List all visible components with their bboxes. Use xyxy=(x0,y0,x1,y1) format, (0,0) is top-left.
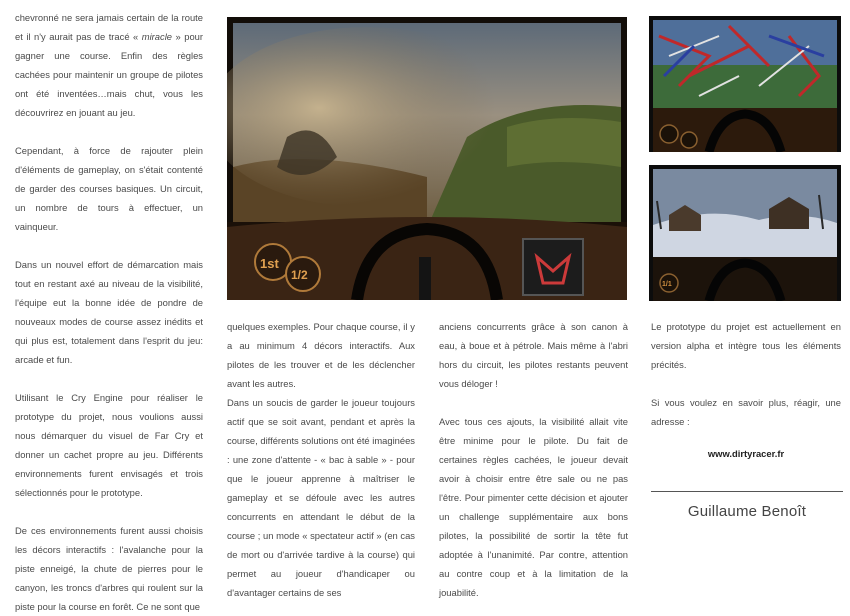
paragraph: Utilisant le Cry Engine pour réaliser le prototype du projet, nous voulions aussi nous démarquer du visuel de Far Cry et donner un cachet propre au jeu. Différents environnements furent envisagés et trois sélectionnés pour le prototype. xyxy=(15,392,203,498)
emphasis-text: miracle xyxy=(141,31,172,42)
text-column-3 xyxy=(439,317,628,602)
lap-counter-text: 1/2 xyxy=(291,268,308,282)
paragraph: Dans un soucis de garder le joueur toujours actif que se soit avant, pendant et après la course, différents solutions ont été imaginées : une zone d'attente - « bac à sable » - pour que le joueur apprenne à maîtriser le gameplay et se défoule avec les autres concurrents en attendant le début de la course ; un mode « spectateur actif » (en cas de mort ou d'arrivée tardive à la course) qui permet au joueur d'handicaper ou d'avantager certains de ses xyxy=(227,397,415,598)
text-run: chevronné ne sera jamais certain de la route et il n'y aurait pas de tracé « xyxy=(15,12,203,42)
text-column-1 xyxy=(15,8,203,616)
divider xyxy=(651,491,843,492)
paragraph: De ces environnements furent aussi choisis les décors interactifs : l'avalanche pour la piste enneigé, la chute de pierres pour le canyon, les troncs d'arbres qui roulent sur la piste pour la course en forêt. Ce ne sont que xyxy=(15,525,203,612)
text-column-2 xyxy=(227,317,415,602)
paragraph: anciens concurrents grâce à son canon à eau, à boue et à pétrole. Mais même à l'abri hors du circuit, les pilotes restants peuvent vous déloger ! xyxy=(439,321,628,389)
side-screenshot-snow xyxy=(649,165,841,301)
paragraph xyxy=(15,8,203,122)
paragraph: Avec tous ces ajouts, la visibilité allait vite être minime pour le pilote. Du fait de certaines règles cachées, le joueur devait avoir à choisir entre être sale ou ne pas l'être. Pour pimenter cette décision et ajouter un challenge supplémentaire aux bons pilotes, la possibilité de sortir la tête fut adoptée à l'unanimité. Par contre, attention au contre coup et à la limitation de la jouabilité. xyxy=(439,416,628,598)
text-column-4 xyxy=(651,317,841,431)
paragraph: Si vous voulez en savoir plus, réagir, une adresse : xyxy=(651,397,841,427)
paragraph: Cependant, à force de rajouter plein d'éléments de gameplay, on s'était contenté de garder des courses basiques. Un circuit, un nombre de tours à effectuer, un vainqueur. xyxy=(15,145,203,232)
cockpit-view-image xyxy=(227,17,627,300)
splattered-windshield-image xyxy=(649,16,841,152)
main-game-screenshot xyxy=(227,17,627,300)
paragraph: quelques exemples. Pour chaque course, il y a au minimum 4 décors interactifs. Aux pilotes de les trouver et de les déclencher avant les autres. xyxy=(227,321,415,389)
side-screenshot-splatter xyxy=(649,16,841,152)
race-position-text: 1st xyxy=(260,256,279,271)
side-lap-text: 1/1 xyxy=(662,281,672,288)
paragraph: Le prototype du projet est actuellement en version alpha et intègre tous les éléments précités. xyxy=(651,321,841,370)
text-run: » pour gagner une course. Enfin des règles cachées pour maintenir un groupe de pilotes ont été inventées…mais chut, vous les découvrirez en jouant au jeu. xyxy=(15,31,203,118)
website-link[interactable]: www.dirtyracer.fr xyxy=(707,448,785,459)
snow-track-image xyxy=(649,165,841,301)
paragraph: Dans un nouvel effort de démarcation mais tout en restant axé au niveau de la visibilité, l'équipe eut la bonne idée de pondre de nouveaux modes de course assez inédits et qui plus est, totalement dans l'esprit du jeu: arcade et fun. xyxy=(15,259,203,365)
author-name: Guillaume Benoît xyxy=(687,503,807,520)
